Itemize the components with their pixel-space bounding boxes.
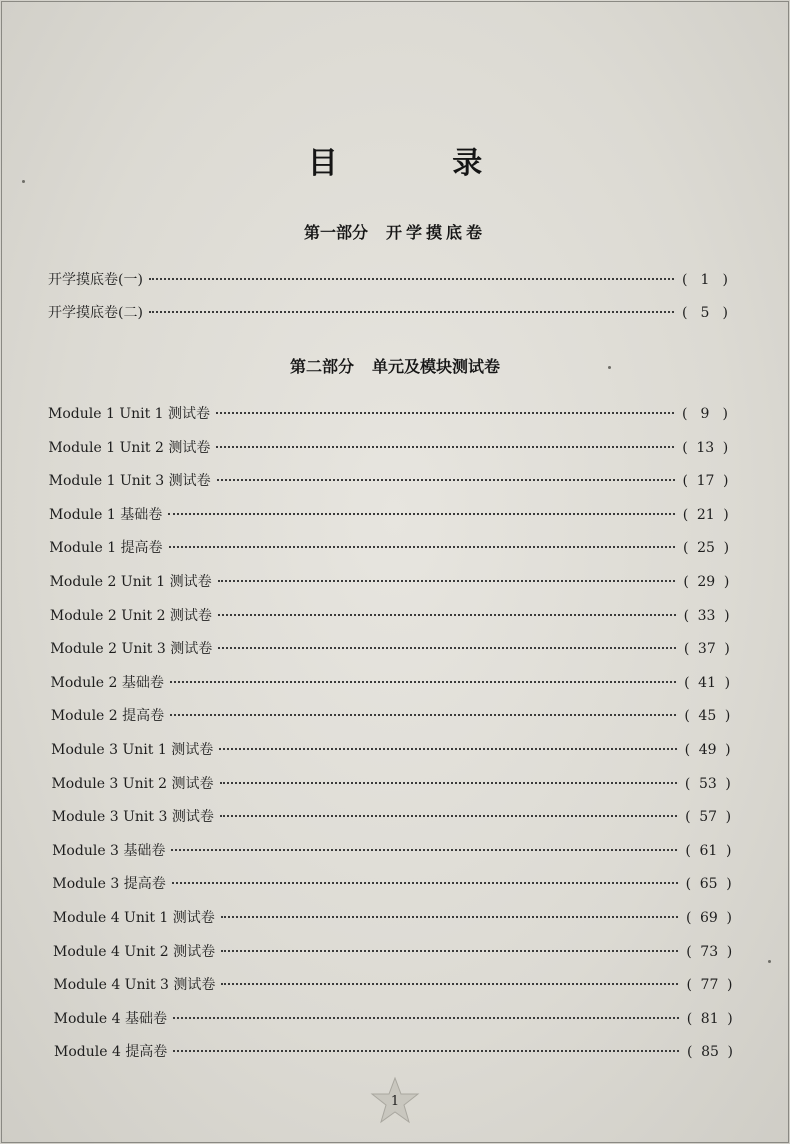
toc-entry [53,942,732,962]
toc-entry [53,908,732,928]
toc-entry [50,572,730,592]
paren-open: ( [682,506,689,523]
dot-leader [216,446,674,448]
toc-page-number: 33 [697,607,716,624]
toc-entry [48,404,728,424]
toc-entry-label: Module 2 提高卷 [50,708,165,725]
toc-page-ref [687,1042,733,1062]
paren-close: ) [722,439,729,456]
paper-speck [22,180,25,183]
toc-entry-label: Module 1 Unit 3 测试卷 [48,473,211,490]
toc-entry [49,538,729,558]
toc-page-number: 37 [697,641,716,658]
section-name-label: 单元及模块测试卷 [372,357,501,376]
toc-entry [49,505,729,525]
toc-page-number: 81 [700,1010,719,1027]
paren-open: ( [683,641,690,658]
toc-entry-label: Module 3 基础卷 [52,842,166,859]
dot-leader [170,714,676,716]
toc-entry [48,303,728,323]
paren-open: ( [682,272,688,288]
paren-open: ( [683,540,689,557]
toc-page-ref [684,706,730,726]
paren-open: ( [682,406,688,422]
paren-close: ) [727,1044,733,1061]
paren-open: ( [684,708,690,725]
toc-entry-label: Module 1 Unit 2 测试卷 [48,439,211,456]
paren-close: ) [727,1010,733,1027]
toc-page-ref [686,975,732,995]
toc-entry-label: Module 1 提高卷 [49,540,163,557]
section-heading-part-2 [0,354,790,377]
toc-entry-label: Module 1 基础卷 [48,506,163,523]
toc-entry-label: 开学摸底卷(一) [48,272,143,288]
toc-page-ref [684,606,730,626]
toc-page-ref [685,807,731,827]
dot-leader [173,1017,679,1019]
paren-close: ) [722,272,728,288]
toc-entry [49,471,729,491]
dot-leader [216,412,674,414]
toc-page-ref [686,942,732,962]
paren-close: ) [725,842,732,859]
toc-page-ref [683,471,729,491]
toc-entry [52,874,731,894]
toc-entry-label: Module 1 Unit 1 测试卷 [48,406,211,422]
toc-page-ref [683,505,729,525]
paren-open: ( [686,977,692,994]
dot-leader [220,815,677,817]
toc-entry [50,639,730,659]
toc-page-number: 49 [698,742,717,758]
toc-entry-label: Module 3 Unit 2 测试卷 [51,775,214,792]
paren-close: ) [723,506,729,523]
paren-close: ) [724,607,730,624]
toc-page-number: 77 [700,977,719,994]
toc-page-number: 25 [697,540,715,557]
toc-entry-label: Module 2 基础卷 [50,674,164,691]
section-name-label: 开学摸底卷 [386,223,487,242]
toc-entry-label: Module 3 Unit 1 测试卷 [51,742,214,758]
toc-entry-label: Module 3 提高卷 [52,876,166,893]
toc-page-ref [683,572,729,592]
dot-leader [170,681,676,683]
paren-open: ( [685,910,692,926]
paren-close: ) [723,540,730,557]
dot-leader [171,849,677,851]
toc-page-number: 1 [700,272,710,288]
toc-entry [54,1042,733,1062]
paren-open: ( [682,305,688,321]
section-heading-part-1 [0,220,790,243]
dot-leader [169,546,675,548]
footer-page-number: 1 [390,1094,400,1109]
dot-leader [218,647,676,649]
toc-page-ref [687,1009,733,1029]
dot-leader [221,916,678,918]
toc-entry-label: 开学摸底卷(二) [48,305,143,321]
toc-page-number: 85 [701,1044,719,1061]
dot-leader [172,882,678,884]
paren-close: ) [722,305,728,321]
paren-open: ( [686,1010,693,1027]
paren-open: ( [684,742,691,758]
toc-entry [52,841,731,861]
toc-page-number: 41 [698,674,716,691]
paren-open: ( [685,809,691,826]
dot-leader [149,278,674,280]
paren-close: ) [723,574,730,590]
toc-page-ref [684,673,730,693]
paren-close: ) [724,708,731,725]
toc-entry [48,270,728,290]
dot-leader [220,782,677,784]
paren-open: ( [687,1044,693,1061]
paren-close: ) [725,775,731,792]
paren-open: ( [685,876,692,893]
toc-entry [53,975,732,995]
paren-open: ( [682,439,688,456]
paren-close: ) [726,910,732,926]
toc-page-ref [684,639,730,659]
toc-page-number: 57 [699,809,718,826]
toc-entry-label: Module 2 Unit 1 测试卷 [49,574,212,590]
paren-open: ( [686,943,692,960]
dot-leader [217,479,675,481]
section-part-label: 第二部分 [289,357,354,376]
dot-leader [221,983,678,985]
toc-page-number: 65 [699,876,718,893]
toc-page-number: 45 [698,708,717,725]
toc-page-ref [682,303,728,323]
paren-close: ) [725,809,732,826]
toc-page-ref [682,438,728,458]
toc-page-number: 5 [700,305,710,321]
page-title: 目 录 [307,146,535,181]
toc-page-number: 69 [700,910,718,926]
toc-entry [51,673,731,693]
paper-speck [768,960,771,963]
dot-leader [173,1050,679,1052]
toc-entry [52,807,731,827]
paren-open: ( [683,574,689,590]
toc-page-ref [685,774,731,794]
paren-close: ) [724,641,730,658]
dot-leader [149,311,674,313]
toc-page-number: 53 [698,775,717,792]
toc-entry-label: Module 2 Unit 3 测试卷 [50,641,213,658]
toc-page-ref [685,740,731,760]
toc-page-number: 13 [696,439,715,456]
toc-entry-label: Module 4 提高卷 [54,1044,168,1061]
paren-open: ( [683,607,690,624]
toc-page-ref [686,908,732,928]
dot-leader [168,513,675,515]
toc-page-number: 61 [699,842,718,859]
toc-entry-label: Module 3 Unit 3 测试卷 [51,809,214,826]
toc-page-ref [685,841,731,861]
toc-page-number: 29 [697,574,716,590]
paren-close: ) [723,473,729,490]
toc-entry-label: Module 4 基础卷 [53,1010,167,1027]
section-part-label: 第一部分 [303,223,368,242]
toc-entry [51,706,731,726]
toc-entry [51,740,730,760]
toc-entry-label: Module 4 Unit 3 测试卷 [53,977,216,994]
toc-entry [48,438,728,458]
toc-entry-label: Module 4 Unit 2 测试卷 [53,943,216,960]
toc-page-ref [683,538,729,558]
toc-entry [51,774,730,794]
toc-page-number: 9 [700,406,710,422]
toc-page-ref [682,270,728,290]
toc-page-number: 21 [696,506,715,523]
paren-close: ) [724,674,731,691]
paren-close: ) [726,943,733,960]
paren-close: ) [725,742,731,758]
toc-page-ref [686,874,732,894]
paren-close: ) [726,977,733,994]
toc-page-ref [682,404,728,424]
paren-close: ) [722,406,728,422]
dot-leader [218,614,676,616]
toc-page-number: 17 [696,473,715,490]
toc-entry-label: Module 4 Unit 1 测试卷 [52,910,215,926]
toc-page-number: 73 [700,943,719,960]
paren-open: ( [684,775,691,792]
toc-entry [50,606,730,626]
dot-leader [221,950,678,952]
paren-open: ( [684,674,690,691]
paper-speck [608,366,611,369]
toc-entry-label: Module 2 Unit 2 测试卷 [49,607,212,624]
paren-close: ) [726,876,732,893]
dot-leader [219,748,676,750]
toc-entry [54,1009,733,1029]
paren-open: ( [682,473,688,490]
paren-open: ( [685,842,691,859]
dot-leader [218,580,676,582]
